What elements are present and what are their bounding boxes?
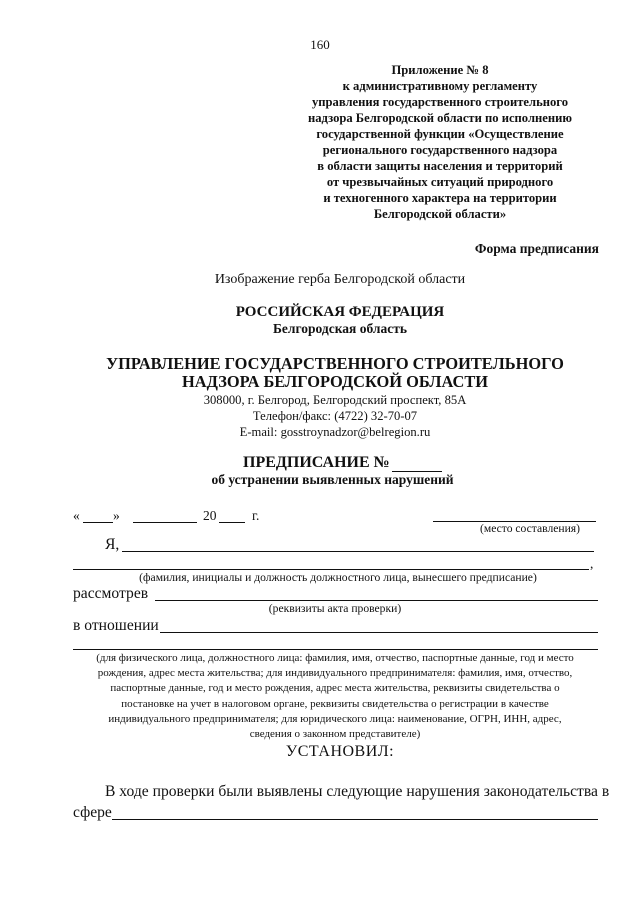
person-caption-line: паспортные данные, год и место рождения, адрес места жительства, реквизиты свидетельства о [110,682,560,695]
appendix-line: надзора Белгородской области по исполнению [308,111,572,125]
page-number: 160 [310,37,330,52]
person-caption-line: (для физического лица, должностного лица: фамилия, имя, отчество, паспортные данные, год и место [96,652,574,664]
person-caption [70,651,600,742]
region-heading: Белгородская область [273,321,407,336]
prescription-title-text: ПРЕДПИСАНИЕ № [243,454,390,471]
sphere-label: сфере [73,804,112,821]
form-title: Форма предписания [474,241,599,256]
person-caption-line: рождения, адрес места жительства; для индивидуального предпринимателя: фамилия, имя, отчество, [97,667,573,680]
appendix-line: к административному регламенту [342,79,538,93]
department-line-2: НАДЗОРА БЕЛГОРОДСКОЙ ОБЛАСТИ [181,372,489,391]
day-field[interactable] [83,522,113,523]
appendix-line: управления государственного строительного [312,95,568,109]
address: 308000, г. Белгород, Белгородский проспект, 85А [203,393,467,407]
regarding-label: в отношении [73,617,159,634]
month-field[interactable] [133,522,197,523]
prescription-title [243,454,442,472]
person-caption-line: индивидуального предпринимателя; для юридического лица: наименование, ОГРН, ИНН, адрес, [108,712,562,725]
email: E-mail: gosstroynadzor@belregion.ru [239,425,431,439]
established-heading: УСТАНОВИЛ: [285,743,395,760]
act-field[interactable] [155,600,598,601]
phone: Телефон/факс: (4722) 32-70-07 [252,409,418,423]
regarding-field-line-2[interactable] [73,649,598,650]
appendix-line: и техногенного характера на территории [323,191,557,205]
prescription-number-field[interactable] [392,456,442,472]
department-line-1: УПРАВЛЕНИЕ ГОСУДАРСТВЕННОГО СТРОИТЕЛЬНОГО [106,354,564,373]
sphere-field[interactable] [112,819,598,820]
i-label: Я, [105,536,120,553]
appendix-line: регионального государственного надзора [322,143,558,157]
date-open-quote: « [73,508,80,523]
contact-block [0,392,640,440]
department-heading [0,355,640,391]
place-caption: (место составления) [480,522,580,535]
reviewed-label: рассмотрев [73,585,149,602]
appendix-line: Приложение № 8 [391,63,489,77]
official-caption: (фамилия, инициалы и должность должностного лица, вынесшего предписание) [139,571,537,584]
emblem-placeholder: Изображение герба Белгородской области [214,272,466,287]
year-field[interactable] [219,522,245,523]
regarding-field[interactable] [160,632,598,633]
act-caption: (реквизиты акта проверки) [268,602,402,615]
appendix-line: в области защиты населения и территорий [317,159,563,173]
prescription-subtitle: об устранении выявленных нарушений [211,472,454,487]
person-caption-line: постановке на учет в налоговом органе, реквизиты свидетельства о регистрации в качестве [121,697,549,710]
date-close-quote: » [113,508,120,523]
body-text: В ходе проверки были выявлены следующие нарушения законодательства в [105,783,610,800]
year-prefix: 20 [203,508,217,523]
year-suffix: г. [252,508,260,523]
official-field[interactable] [122,551,594,552]
country-heading: РОССИЙСКАЯ ФЕДЕРАЦИЯ [235,304,445,320]
appendix-line: Белгородской области» [373,207,507,221]
comma: , [590,556,594,571]
appendix-header [285,62,595,222]
appendix-line: от чрезвычайных ситуаций природного [326,175,554,189]
official-field-line-2[interactable] [73,569,589,570]
appendix-line: государственной функции «Осуществление [316,127,564,141]
person-caption-line: сведения о законном представителе) [249,728,421,741]
